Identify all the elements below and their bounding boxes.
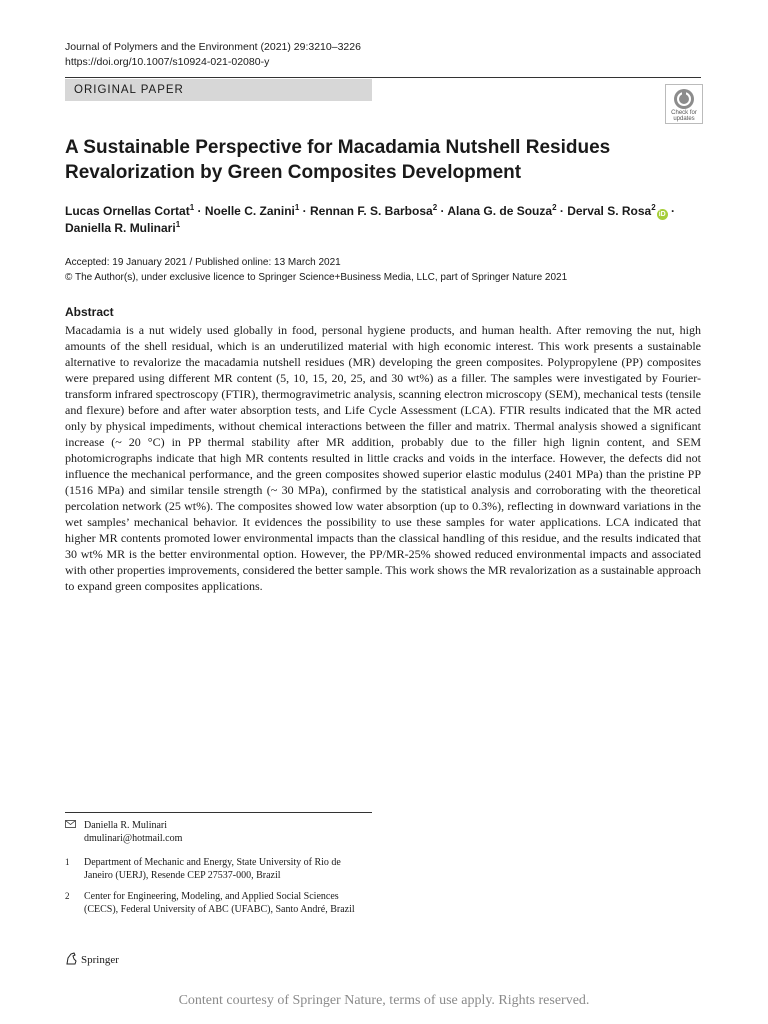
affiliation-marker: 1 [189, 203, 195, 212]
author-name[interactable]: Rennan F. S. Barbosa [309, 204, 433, 218]
check-updates-line2: updates [673, 116, 695, 122]
journal-citation: Journal of Polymers and the Environment (2021) 29:3210–3226 [65, 41, 361, 53]
copyright-line: © The Author(s), under exclusive licence to Springer Science+Business Media, LLC, part of Springer Nature 2021 [65, 272, 568, 283]
check-for-updates-badge[interactable] [665, 84, 703, 124]
affiliation-marker: 2 [432, 203, 438, 212]
title-line-1: A Sustainable Perspective for Macadamia Nutshell Residues [65, 137, 611, 158]
abstract-text: Macadamia is a nut widely used globally in food, personal hygiene products, and human health. After removing the nut, high amounts of the shell residual, which is an underutilized material with high economic interest. This work presents a sustainable alternative to revalorize the macadamia nutshell residues (MR) developing the green composites. Polypropylene (PP) composites were prepared using different MR content (5, 10, 15, 20, 25, and 30 wt%) as a filler. The samples were investigated by Fourier-transform infrared spectroscopy (FTIR), thermogravimetric analysis, scanning electron microscopy (SEM), mechanical tests (tensile and flexure) before and after water absorption tests, and Life Cycle Assessment (LCA). FTIR results indicated that the MR acted only by physical impediments, without chemical interactions between the filler and matrix. Thermal analysis showed a significant increase (~ 20 °C) in PP thermal stability after MR addition, probably due to the filler high lignin content, and SEM photomicrographs indicate that high MR contents resulted in little cracks and voids in the interface. However, the defects did not influence the mechanical performance, and the green composites showed superior elastic modulus (2401 MPa) than the pristine PP (1516 MPa) and similar tensile strength (~ 30 MPa), confirmed by the statistical analysis and corroborating with the theoretical percolation network (25 wt%). The composites showed low water absorption (up to 0.3%), reflecting in downward variations in the wet samples’ mechanical behavior. It evidences the possibility to use these samples for water applications. LCA indicated that higher MR contents promoted lower environmental impacts than the classical handling of this residue, and the results indicated that 30 wt% MR is the better environmental option. However, the PP/MR-25% showed reduced environmental impacts and associated with other properties improvements, considered the better sample. This work shows the MR revalorization as a sustainable approach to expand green composites applications. [65, 323, 701, 593]
courtesy-notice: Content courtesy of Springer Nature, terms of use apply. Rights reserved. [178, 993, 590, 1008]
affiliation-marker: 1 [175, 220, 181, 229]
affiliation-text: Center for Engineering, Modeling, and Applied Social Sciences (CECS), Federal University of ABC (UFABC), Santo André, Brazil [84, 891, 355, 915]
paper-type-label: ORIGINAL PAPER [65, 79, 372, 101]
abstract-heading: Abstract [65, 305, 114, 319]
affiliation-number: 2 [65, 891, 70, 901]
envelope-icon [65, 819, 76, 832]
publication-dates [65, 255, 567, 285]
title-line-2: Revalorization by Green Composites Development [65, 162, 522, 183]
corresponding-email[interactable]: dmulinari@hotmail.com [84, 833, 183, 844]
header-rule [65, 77, 701, 78]
corresponding-author [65, 819, 365, 845]
author-name[interactable]: Alana G. de Souza [447, 204, 553, 218]
springer-logo [65, 952, 119, 967]
journal-header [65, 40, 361, 70]
author-name[interactable]: Lucas Ornellas Cortat [65, 204, 190, 218]
author-name[interactable]: Derval S. Rosa [567, 204, 652, 218]
paper-title [65, 135, 685, 185]
affiliation-text: Department of Mechanic and Energy, State University of Rio de Janeiro (UERJ), Resende CEP 27537-000, Brazil [84, 857, 341, 881]
author-name[interactable]: Daniella R. Mulinari [65, 221, 176, 235]
accepted-published-dates: Accepted: 19 January 2021 / Published online: 13 March 2021 [65, 257, 341, 268]
affiliation-marker: 1 [294, 203, 300, 212]
publisher-name: Springer [81, 954, 119, 966]
author-list: Lucas Ornellas Cortat$^1$ · Noelle C. Zanini$^1$ · Rennan F. S. Barbosa$^2$ · Alana G. de Souza$^2$ · Derval S. Rosa$^2$iD · Daniella R. Mulinari$^1$ [65, 203, 676, 235]
affiliation-number: 1 [65, 857, 70, 867]
affiliation-1 [65, 856, 365, 882]
footnote-rule [65, 812, 372, 813]
author-name[interactable]: Noelle C. Zanini [204, 204, 295, 218]
doi-link[interactable]: https://doi.org/10.1007/s10924-021-02080-y [65, 56, 270, 68]
check-updates-icon [673, 88, 695, 110]
corresponding-name: Daniella R. Mulinari [84, 820, 168, 831]
check-updates-line1: Check for [671, 110, 697, 116]
affiliation-marker: 2 [651, 203, 656, 212]
orcid-icon[interactable]: iD [658, 211, 666, 218]
affiliation-2 [65, 890, 365, 916]
springer-horse-icon [65, 952, 78, 965]
affiliation-marker: 2 [552, 203, 557, 212]
